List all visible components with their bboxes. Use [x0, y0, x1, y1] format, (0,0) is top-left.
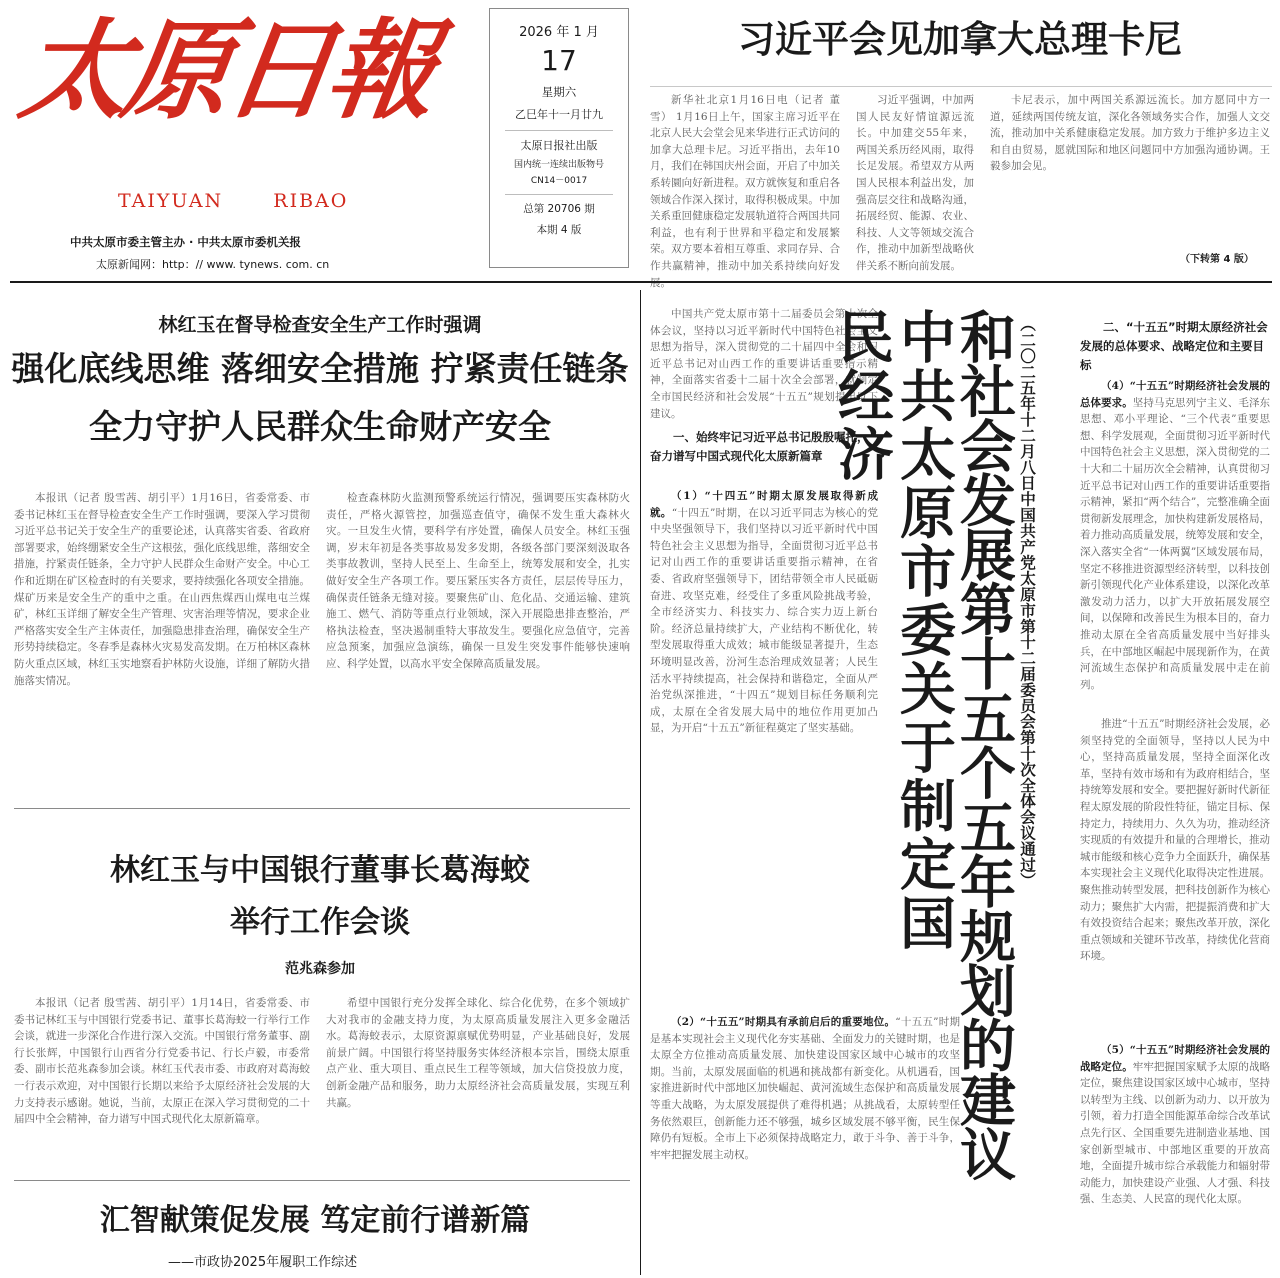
plan-item5-title: （5）“十五五”时期经济社会发展的战略定位。	[1080, 1044, 1270, 1073]
plan-title-left[interactable]: 和社会发展第十五个五年规划的建议	[951, 308, 1016, 1180]
column-divider	[640, 290, 641, 1275]
top-story-headline[interactable]: 习近平会见加拿大总理卡尼	[738, 18, 1182, 61]
plan-section2-heading: 二、“十五五”时期太原经济社会发展的总体要求、战略定位和主要目标	[1080, 320, 1268, 372]
masthead-pinyin	[118, 190, 378, 212]
top-story-column-1	[650, 92, 840, 272]
newspaper-logo: 太原日報	[13, 8, 439, 134]
safety-headline-line2[interactable]: 全力守护人民群众生命财产安全	[89, 407, 551, 446]
cppcc-subhead: ——市政协2025年履职工作综述	[168, 1255, 358, 1270]
plan-item5-text: 牢牢把握国家赋予太原的战略定位，聚焦建设国家区域中心城市，坚持以转型为主线、以创新为动力、以开放为引领，着力打造全国能源革命综合改革试点先行区、全国重要先进制造业基地、国家创新型城市、中部地区重要的开放高地，全面提升城市综合承载能力和辐射带动能力，加快建设产业强、人才强、科技强、生态美、人民富的现代化太原。	[1080, 1060, 1271, 1206]
top-story-text-1: 新华社北京1月16日电（记者 董 雪） 1月16日上午，国家主席习近平在北京人民大会堂会见来华进行正式访问的加拿大总理卡尼。习近平指出，去年10月，我们在韩国庆州会面，开启了中加关系转圜向好新进程。双方就恢复和重启各领域合作深入探讨，取得积极成果。中加关系重回健康稳定发展轨道符合两国共同利益，也有利于世界和平稳定和发展繁荣。双方要本着相互尊重、求同存异、合作共赢精神，推动中加关系持续向好发	[650, 94, 840, 272]
issue-cn-number: CN14－0017	[530, 176, 588, 186]
safety-headline-line1[interactable]: 强化底线思维 落细安全措施 拧紧责任链条	[11, 349, 629, 388]
plan-item4	[1080, 378, 1270, 703]
top-story-column-2	[856, 92, 974, 272]
boc-headline-line2[interactable]: 举行工作会谈	[230, 905, 410, 940]
safety-text-1: 本报讯（记者 殷雪茜、胡引平）1月16日，省委常委、市委书记林红玉在督导检查安全生产工作时强调，要深入学习贯彻习近平总书记关于安全生产的重要论述，认真落实省委、省政府部署要求，始终绷紧安全生产这根弦，强化底线思维，落细安全措施，拧紧责任链条，全力守护人民群众生命财产安全。中心工作和近期在矿区检查时的有关要求，要持续强化各项安全措施。煤矿历来是安全生产的重中之重。在山西焦煤西山煤电屯兰煤矿，林红玉详细了解安全生产管理、灾害治理等情况，要求企业严格落实安全生产主体责任，加强隐患排查治理，确保安全生产形势持续稳定。冬春季是森林火灾易发高发期。在万柏林区森林防火重点区域，林红玉实地察看护林防火设施，详细了解防火措施落实情况。	[14, 492, 310, 687]
plan-adopted-note: （二〇二五年十二月八日中国共产党太原市第十二届委员会第十次全体会议通过）	[1018, 316, 1036, 889]
top-story-text-2: 习近平强调，中加两国人民友好情谊源远流长。中加建交55年来，两国关系历经风雨，取得长足发展。希望双方从两国人民根本利益出发，加强高层交往和战略沟通，拓展经贸、能源、农业、科技、人文等领域交流合作，推动中加新型战略伙伴关系不断向前发展。	[856, 94, 974, 272]
issue-weekday: 星期六	[541, 85, 577, 99]
issue-day: 17	[541, 44, 577, 77]
boc-byline: 范兆森参加	[285, 961, 355, 977]
boc-column-1	[14, 995, 310, 1167]
continued-note[interactable]: （下转第 4 版）	[1180, 254, 1254, 265]
top-story-text-3: 卡尼表示，加中两国关系源远流长。加方愿同中方一道，延续两国传统友谊，深化各领域务实合作，加强人文交流，推动加中关系健康稳定发展。加方致力于维护多边主义和自由贸易，愿就国际和地区问题同中方加强沟通协调。王毅参加会见。	[990, 94, 1270, 173]
safety-column-1	[14, 490, 310, 795]
issue-lunar: 乙巳年十一月廿九	[515, 108, 603, 121]
masthead-sponsor: 中共太原市委主管主办 · 中共太原市委机关报	[70, 235, 301, 249]
plan-item4b-text: 推进“十五五”时期经济社会发展，必须坚持党的全面领导，坚持以人民为中心，坚持高质量发展，坚持全面深化改革，坚持有效市场和有为政府相结合，坚持统筹发展和安全。要把握好新时代新征程太原发展的阶段性特征，锚定目标、保持定力，持续用力、久久为功，推动经济实现质的有效提升和量的合理增长，推动城市能级和核心竞争力全面跃升，确保基本实现社会主义现代化取得决定性进展。聚焦推动转型发展，把科技创新作为核心动力；聚焦扩大内需，把提振消费和扩大有效投资结合起来；聚焦改革开放，深化重点领域和关键环节改革，持续优化营商环境。	[1080, 718, 1270, 963]
safety-kicker: 林红玉在督导检查安全生产工作时强调	[158, 314, 482, 336]
issue-serial-label: 国内统一连续出版物号	[513, 160, 604, 170]
issue-year-month: 2026 年 1 月	[519, 25, 599, 40]
issue-total: 总第 20706 期	[523, 203, 595, 215]
issue-info-box	[489, 8, 629, 268]
plan-section1-heading: 一、始终牢记习近平总书记殷殷嘱托，奋力谱写中国式现代化太原新篇章	[650, 430, 869, 463]
pinyin-left: TAIYUAN	[118, 190, 224, 212]
plan-item4-title: （4）“十五五”时期经济社会发展的总体要求。	[1080, 380, 1270, 409]
plan-item1	[650, 488, 878, 1013]
plan-item1-title: （1）“十四五”时期太原发展取得新成就。	[650, 490, 878, 519]
plan-intro-text: 中国共产党太原市第十二届委员会第十次全体会议，坚持以习近平新时代中国特色社会主义思想为指导，深入贯彻党的二十届四中全会和习近平总书记对山西工作的重要讲话重要指示精神，全面落实省委十二届十次全会部署，就制定全市国民经济和社会发展“十五五”规划提出以下建议。	[650, 308, 878, 420]
plan-item5	[1080, 1042, 1270, 1272]
masthead-divider	[10, 281, 1272, 283]
safety-column-2	[326, 490, 630, 795]
boc-text-2: 希望中国银行充分发挥全球化、综合化优势，在多个领域扩大对我市的金融支持力度，为太原高质量发展注入更多金融活水。葛海蛟表示，太原资源禀赋优势明显，产业基础良好，发展前景广阔。中国银行将坚持服务实体经济根本宗旨，围绕太原重点产业、重大项目、重点民生工程等领域，加大信贷投放力度，创新金融产品和服务，助力太原经济社会高质量发展，实现互利共赢。	[326, 997, 630, 1109]
plan-item2-text: “十五五”时期是基本实现社会主义现代化夯实基础、全面发力的关键时期，也是太原全方位推动高质量发展、加快建设国家区域中心城市的攻坚期。当前，太原发展面临的机遇和挑战都有新变化。从机遇看，国家推进新时代中部地区加快崛起、黄河流域生态保护和高质量发展等重大战略，为太原发展提供了难得机遇；从挑战看，太原转型任务依然艰巨，创新能力还不够强，城乡区域发展不够平衡，民生保障仍有短板。全市上下必须保持战略定力，敢于斗争、善于斗争，牢牢把握发展主动权。	[650, 1016, 960, 1161]
issue-pages: 本期 4 版	[536, 224, 582, 236]
plan-item1-text: “十四五”时期，在以习近平同志为核心的党中央坚强领导下，我们坚持以习近平新时代中国特色社会主义思想为指导，全面贯彻习近平总书记对山西工作的重要讲话重要指示精神，在省委、省政府坚强领导下，团结带领全市人民砥砺奋进、攻坚克难，经受住了多重风险挑战考验，全市经济实力、科技实力、综合实力迈上新台阶。经济总量持续扩大，产业结构不断优化，转型发展取得重大成效；城市能级显著提升，生态环境明显改善，汾河生态治理成效显著；人民生活水平持续提高，社会保持和谐稳定，全面从严治党纵深推进，“十四五”规划目标任务顺利完成，太原在全省发展大局中的地位作用更加凸显，为开启“十五五”新征程奠定了坚实基础。	[650, 506, 878, 735]
cppcc-headline[interactable]: 汇智献策促发展 笃定前行谱新篇	[99, 1203, 531, 1238]
boc-headline-line1[interactable]: 林红玉与中国银行董事长葛海蛟	[110, 853, 530, 888]
safety-text-2: 检查森林防火监测预警系统运行情况，强调要压实森林防火责任，严格火源管控，加强巡查值守，确保不发生重大森林火灾。一旦发生火情，要科学有序处置，确保人员安全。林红玉强调，岁末年初是各类事故易发多发期，各级各部门要深刻汲取各类事故教训，坚持人民至上、生命至上，统筹发展和安全，扎实做好安全生产各项工作。要压紧压实各方责任，层层传导压力，确保责任链条无缝对接。要聚焦矿山、危化品、交通运输、建筑施工、燃气、消防等重点行业领域，深入开展隐患排查整治，严格执法检查，坚决遏制重特大事故发生。要强化应急值守，完善应急预案，加强应急演练，确保一旦发生突发事件能够快速响应、科学处置，以高水平安全保障高质量发展。	[326, 492, 630, 670]
boc-column-2	[326, 995, 630, 1167]
plan-title-right[interactable]: 中共太原市委关于制定国民经济	[829, 308, 956, 953]
plan-item4b	[1080, 716, 1270, 1041]
masthead-website: 太原新闻网：http：// www. tynews. com. cn	[96, 258, 330, 271]
issue-publisher: 太原日报社出版	[520, 139, 598, 152]
pinyin-right: RIBAO	[273, 190, 349, 212]
plan-item2-title: （2）“十五五”时期具有承前启后的重要地位。	[671, 1016, 896, 1028]
top-story-column-3	[990, 92, 1270, 248]
boc-text-1: 本报讯（记者 殷雪茜、胡引平）1月14日，省委常委、市委书记林红玉与中国银行党委书记、董事长葛海蛟一行举行工作会谈，就进一步深化合作进行深入交流。中国银行常务董事、副行长张辉，中国银行山西省分行党委书记、行长卢毅，市委常委、副市长范兆森参加会谈。林红玉代表市委、市政府对葛海蛟一行表示欢迎，对中国银行长期以来给予太原经济社会发展的大力支持表示感谢。她说，当前，太原正在深入学习贯彻党的二十届四中全会精神，奋力谱写中国式现代化太原新篇章。	[14, 997, 310, 1126]
plan-item2	[650, 1014, 960, 1272]
plan-item4-text: 坚持马克思列宁主义、毛泽东思想、邓小平理论、“三个代表”重要思想、科学发展观，全面贯彻习近平新时代中国特色社会主义思想，深入贯彻党的二十大和二十届历次全会精神，认真贯彻习近平总书记对山西工作的重要讲话重要指示精神，紧扣“两个结合”，完整准确全面贯彻新发展理念，加快构建新发展格局，着力推动高质量发展，统筹发展和安全，深入落实全省“一体两翼”区域发展布局，坚定不移推进资源型经济转型，以科技创新引领现代化产业体系建设，以深化改革激发动力活力，以扩大开放拓展发展空间，以保障和改善民生为根本目的，奋力推动太原在全省高质量发展中当好排头兵，在中部地区崛起中展现新作为，在黄河流域生态保护和高质量发展中走在前列。	[1080, 396, 1271, 691]
